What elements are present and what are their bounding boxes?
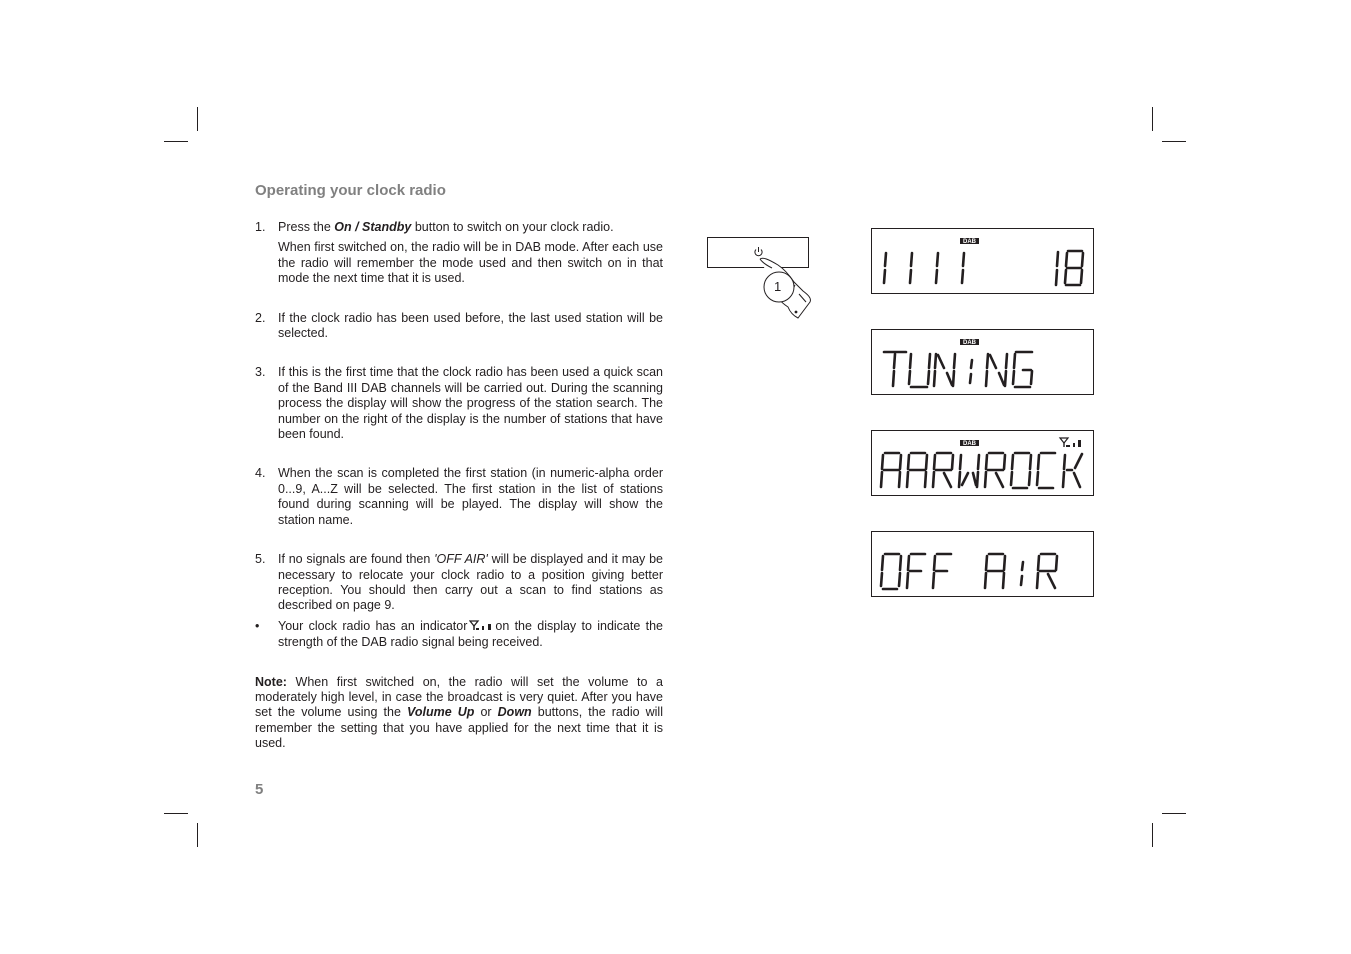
scan-progress-marks [884,253,964,283]
list-item [255,466,663,528]
page-title: Operating your clock radio [255,182,446,199]
item-text: If no signals are found then 'OFF AIR' will be displayed and it may be necessary to relocate your clock radio to a position giving better reception. You should then carry out a scan to find stations as described on page 9. [278,552,663,613]
item-number: 2. [255,310,266,325]
callout-number: 1 [774,279,782,294]
lcd-display-off-air [871,531,1094,597]
dab-indicator [960,339,979,346]
on-standby-label: On / Standby [334,220,412,234]
note: Note: When first switched on, the radio will set the volume to a moderately high level, in case the broadcast is very quiet. After you have set the volume using the Volume Up or Down buttons, the radio will remember the setting that you have applied for the next time that it is used. [255,674,663,751]
list-item [255,552,663,614]
station-count-digits [1056,251,1083,285]
item-number: 1. [255,220,266,234]
volume-up-label: Volume Up [406,705,475,720]
crop-mark [1152,823,1153,847]
crop-mark [1162,813,1186,814]
instructions [255,220,663,752]
signal-strength-icon [1060,438,1081,447]
crop-mark [1152,107,1153,131]
lcd-display-station-name [871,430,1094,496]
page-number: 5 [255,781,264,798]
item-number: 3. [255,365,266,380]
list-item [255,365,663,442]
lcd-display-scanning [871,228,1094,294]
note-label: Note: [255,674,287,689]
list-item [255,311,663,342]
list-item [255,220,663,287]
item-text: Press the On / Standby button to switch on your clock radio. [278,220,614,234]
item-text: Your clock radio has an indicator on the display to indicate the strength of the DAB radio signal being received. [278,618,663,650]
item-text: If this is the first time that the clock radio has been used a quick scan of the Band III DAB channels will be carried out. During the scanning process the display will show the progress of the station search. The number on the right of the display is the number of stations that have been found. [278,365,663,442]
dab-indicator [960,238,979,245]
bullet: • [255,618,260,633]
item-text: When the scan is completed the first station (in numeric-alpha order 0...9, A...Z will be selected. The first station in the list of stations found during scanning will be played. The display will show the station name. [278,466,663,527]
crop-mark [197,823,198,847]
off-air-label: 'OFF AIR' [434,552,488,567]
lcd-display-tuning [871,329,1094,395]
list-item [255,619,663,651]
lcd-text-tuning [884,352,1032,387]
item-number: 5. [255,552,266,567]
svg-text:DAB: DAB [963,340,976,346]
svg-text:DAB: DAB [963,441,976,447]
signal-strength-icon [469,620,493,635]
item-number: 4. [255,466,266,481]
svg-text:DAB: DAB [963,239,976,245]
item-subtext: When first switched on, the radio will be in DAB mode. After each use the radio will remember the mode used and then switch on in that mode the next time that it is used. [278,240,663,286]
crop-mark [197,107,198,131]
dab-indicator [960,440,979,447]
lcd-text-off-air [881,554,1057,589]
lcd-text-aarwrock [881,453,1082,488]
item-text: If the clock radio has been used before, the last used station will be selected. [278,310,663,341]
crop-mark [164,813,188,814]
volume-down-label: Down [497,705,532,720]
crop-mark [164,141,188,142]
crop-mark [1162,141,1186,142]
radio-top-illustration [706,236,816,322]
